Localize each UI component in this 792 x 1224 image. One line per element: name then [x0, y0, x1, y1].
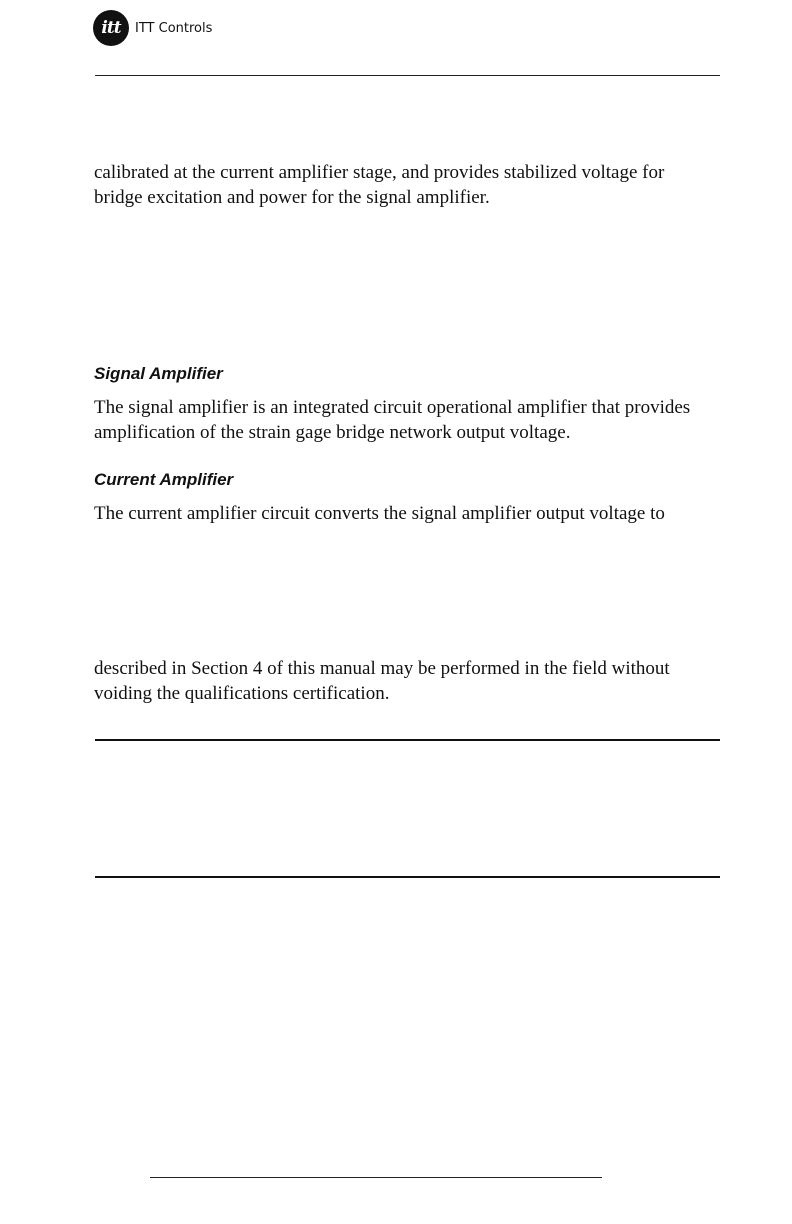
signal-amplifier-paragraph: [94, 395, 734, 445]
brand-name: ITT Controls: [135, 20, 213, 36]
footer-rule: [150, 1177, 602, 1178]
current-amplifier-paragraph: [94, 501, 734, 526]
page-header: [93, 10, 212, 46]
intro-line-2: bridge excitation and power for the signal amplifier.: [94, 187, 490, 208]
logo-text: itt: [101, 18, 121, 38]
section4-line-1: described in Section 4 of this manual may be performed in the field without: [94, 658, 670, 679]
signal-line-1: The signal amplifier is an integrated circuit operational amplifier that provides: [94, 397, 691, 418]
section4-line-2: voiding the qualifications certification.: [94, 683, 390, 704]
section4-paragraph: [94, 656, 734, 706]
current-line-1: The current amplifier circuit converts the signal amplifier output voltage to: [94, 503, 665, 524]
intro-line-1: calibrated at the current amplifier stage, and provides stabilized voltage for: [94, 162, 665, 183]
signal-line-2: amplification of the strain gage bridge network output voltage.: [94, 422, 571, 443]
current-amplifier-heading: Current Amplifier: [94, 470, 234, 489]
signal-amplifier-heading: Signal Amplifier: [94, 364, 223, 383]
itt-logo-icon: [93, 10, 129, 46]
box-top-rule: [95, 739, 720, 741]
header-divider: [95, 75, 720, 76]
box-bottom-rule: [95, 876, 720, 878]
intro-paragraph: [94, 160, 734, 210]
